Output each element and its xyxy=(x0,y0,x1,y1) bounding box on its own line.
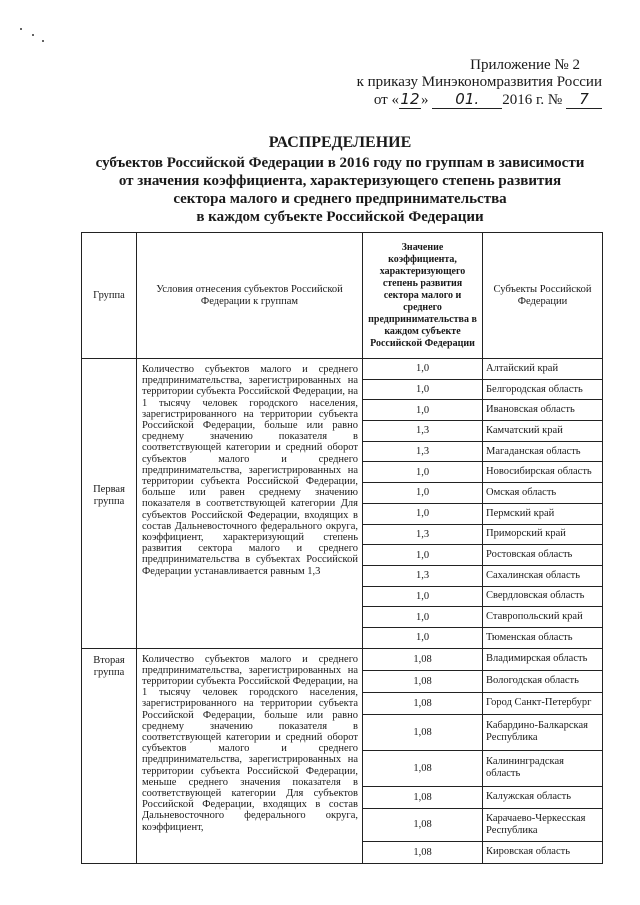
coefficient-value: 1,0 xyxy=(363,627,483,648)
title-line-3: сектора малого и среднего предпринимательства xyxy=(173,191,507,207)
subject-name: Город Санкт-Петербург xyxy=(483,692,603,714)
subject-name: Кабардино-Балкарская Республика xyxy=(483,714,603,750)
coefficient-value: 1,0 xyxy=(363,483,483,504)
table-row xyxy=(82,648,603,670)
group1-body xyxy=(82,359,603,649)
coefficient-value: 1,3 xyxy=(363,421,483,442)
title-heading: РАСПРЕДЕЛЕНИЕ xyxy=(268,134,412,151)
group1-name: Первая группа xyxy=(82,359,137,649)
subject-name: Владимирская область xyxy=(483,648,603,670)
group2-body xyxy=(82,648,603,863)
distribution-table xyxy=(81,232,603,864)
appendix-block xyxy=(357,57,602,109)
title-line-2: от значения коэффициента, характеризующего степень развития xyxy=(118,173,562,189)
header-conditions: Условия отнесения субъектов Российской Федерации к группам xyxy=(137,233,363,359)
header-value: Значение коэффициента, характеризующего степень развития сектора малого и среднего предпринимательства в каждом субъекте Российской Федерации xyxy=(363,233,483,359)
subject-name: Калининградская область xyxy=(483,750,603,786)
subject-name: Сахалинская область xyxy=(483,565,603,586)
subject-name: Вологодская область xyxy=(483,670,603,692)
subject-name: Кировская область xyxy=(483,841,603,863)
coefficient-value: 1,0 xyxy=(363,545,483,566)
table-row xyxy=(82,359,603,380)
header-group: Группа xyxy=(82,233,137,359)
coefficient-value: 1,08 xyxy=(363,808,483,841)
coefficient-value: 1,08 xyxy=(363,714,483,750)
title-line-4: в каждом субъекте Российской Федерации xyxy=(196,209,484,225)
coefficient-value: 1,08 xyxy=(363,648,483,670)
coefficient-value: 1,08 xyxy=(363,750,483,786)
appendix-order: к приказу Минэкономразвития России xyxy=(356,74,602,90)
coefficient-value: 1,0 xyxy=(363,503,483,524)
date-day: 12 xyxy=(400,90,420,108)
subject-name: Ивановская область xyxy=(483,400,603,421)
subject-name: Свердловская область xyxy=(483,586,603,607)
subject-name: Тюменская область xyxy=(483,627,603,648)
coefficient-value: 1,0 xyxy=(363,379,483,400)
table-header-row xyxy=(82,233,603,359)
coefficient-value: 1,08 xyxy=(363,670,483,692)
subject-name: Омская область xyxy=(483,483,603,504)
subject-name: Новосибирская область xyxy=(483,462,603,483)
coefficient-value: 1,08 xyxy=(363,841,483,863)
header-subject: Субъекты Российской Федерации xyxy=(483,233,603,359)
appendix-number: Приложение № 2 xyxy=(470,57,580,73)
subject-name: Белгородская область xyxy=(483,379,603,400)
subject-name: Пермский край xyxy=(483,503,603,524)
subject-name: Алтайский край xyxy=(483,359,603,380)
document-title xyxy=(80,134,600,226)
coefficient-value: 1,0 xyxy=(363,586,483,607)
subject-name: Ростовская область xyxy=(483,545,603,566)
group2-name: Вторая группа xyxy=(82,648,137,863)
coefficient-value: 1,08 xyxy=(363,786,483,808)
subject-name: Магаданская область xyxy=(483,441,603,462)
group2-condition: Количество субъектов малого и среднего предпринимательства, зарегистрированных на территории субъекта Российской Федерации, на 1 тысячу человек городского населения, зарегистрированного на территории субъекта Российской Федерации, больше или равно среднему значению показателя в соответствующей категории и средний оборот субъектов малого и среднего предпринимательства, зарегистрированных на территории субъекта Российской Федерации, меньше среднего значения показателя в соответствующей категории Для субъектов Российской Федерации, входящих в состав Дальневосточного федерального округа, коэффициент, xyxy=(137,648,363,863)
scan-specks xyxy=(18,24,48,44)
coefficient-value: 1,3 xyxy=(363,565,483,586)
appendix-date: от «12» 01. 2016 г. № 7 xyxy=(357,91,602,109)
subject-name: Приморский край xyxy=(483,524,603,545)
subject-name: Камчатский край xyxy=(483,421,603,442)
subject-name: Ставропольский край xyxy=(483,607,603,628)
coefficient-value: 1,0 xyxy=(363,462,483,483)
subject-name: Калужская область xyxy=(483,786,603,808)
date-month: 01. xyxy=(432,91,502,109)
coefficient-value: 1,0 xyxy=(363,607,483,628)
coefficient-value: 1,0 xyxy=(363,359,483,380)
coefficient-value: 1,08 xyxy=(363,692,483,714)
date-number: 7 xyxy=(566,91,602,109)
subject-name: Карачаево-Черкесская Республика xyxy=(483,808,603,841)
title-line-1: субъектов Российской Федерации в 2016 году по группам в зависимости xyxy=(95,155,585,171)
coefficient-value: 1,3 xyxy=(363,524,483,545)
coefficient-value: 1,0 xyxy=(363,400,483,421)
group1-condition: Количество субъектов малого и среднего предпринимательства, зарегистрированных на территории субъекта Российской Федерации, на 1 тысячу человек городского населения, зарегистрированного на территории субъекта Российской Федерации, больше или равно среднему значению показателя в соответствующей категории и средний оборот субъектов малого и среднего предпринимательства, зарегистрированных на территории субъекта Российской Федерации, больше или равен среднему значению показателя в соответствующей категории Для субъектов Российской Федерации, входящих в состав Дальневосточного федерального округа, коэффициент, характеризующий степень развития сектора малого и среднего предпринимательства в субъектах Российской Федерации устанавливается равным 1,3 xyxy=(137,359,363,649)
coefficient-value: 1,3 xyxy=(363,441,483,462)
